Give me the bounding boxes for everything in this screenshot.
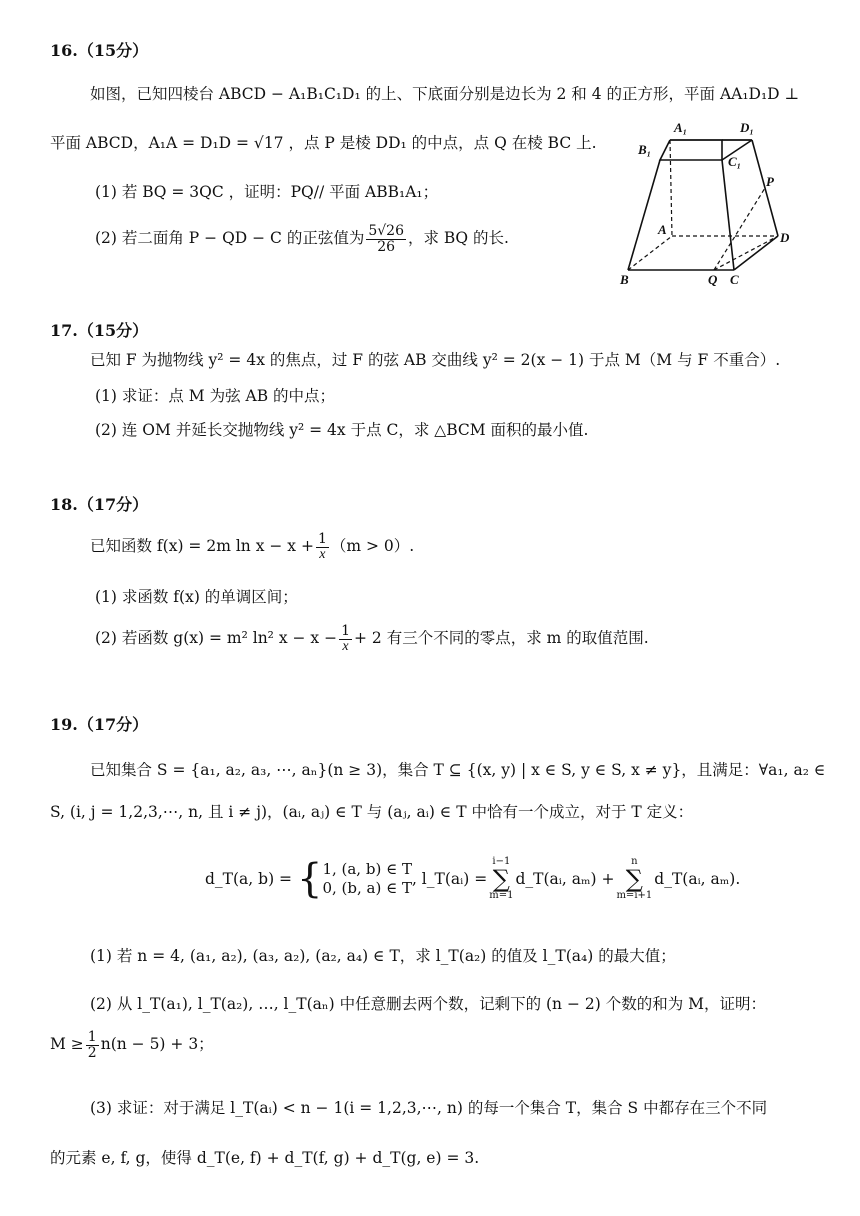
sum2 [616, 857, 652, 901]
def-case2: 0, (b, a) ∈ T [322, 879, 412, 897]
def-mid: , l_T(aᵢ) = [411, 870, 488, 888]
q19-definition [205, 856, 740, 902]
sum1-body: d_T(aᵢ, aₘ) + [515, 870, 615, 888]
q19-part2-pre: M ≥ [50, 1035, 84, 1054]
label-b1: B₁ [638, 142, 652, 157]
label-c1: C₁ [728, 154, 742, 169]
q18-part2-frac-den: x [342, 638, 349, 654]
sum2-body: d_T(aᵢ, aₘ). [654, 870, 741, 888]
label-d: D [780, 230, 790, 245]
segment-qp [714, 188, 765, 270]
q16-frac-num: 5√26 [368, 223, 404, 239]
frustum-top-face [660, 140, 722, 160]
q19-header: 19.（17分） [50, 715, 149, 734]
label-p: P [766, 174, 774, 189]
sum2-top: n [631, 856, 638, 867]
q16-frac-den: 26 [377, 238, 396, 255]
q19-stem-line1: 已知集合 S = {a₁, a₂, a₃, ⋯, aₙ}(n ≥ 3)，集合 T ⊆ {(x, y) | x ∈ S, y ∈ S, x ≠ y}，且满足：∀a₁, a₂ ∈ [90, 761, 826, 779]
q19-part2-frac-num: 1 [87, 1029, 97, 1045]
sum1 [489, 857, 513, 901]
label-c: C [730, 272, 739, 287]
q18-header: 18.（17分） [50, 495, 149, 514]
sum2-sigma: ∑ [625, 865, 643, 893]
def-cases [322, 860, 412, 898]
q18-stem-frac-num: 1 [317, 531, 327, 547]
q18-stem [90, 532, 414, 562]
edge-cd [734, 236, 778, 270]
q19-part3-line2: 的元素 e, f, g，使得 d_T(e, f) + d_T(f, g) + d_T(g, e) = 3. [50, 1149, 480, 1167]
q18-stem-pre: 已知函数 f(x) = 2m ln x − x + [90, 537, 314, 556]
sum2-bottom: m=i+1 [616, 890, 653, 901]
q16-part1: (1) 若 BQ = 3QC ，证明：PQ// 平面 ABB₁A₁； [95, 183, 439, 201]
label-a: A [658, 222, 667, 237]
q19-part2-line2 [50, 1030, 214, 1060]
q16-part2-pre: (2) 若二面角 P − QD − C 的正弦值为 [95, 229, 365, 248]
q16-stem-line1: 如图，已知四棱台 ABCD − A₁B₁C₁D₁ 的上、下底面分别是边长为 2 和 4 的正方形，平面 AA₁D₁D ⊥ [90, 85, 800, 103]
def-brace: { [296, 856, 323, 902]
q17-header: 17.（15分） [50, 321, 149, 340]
q16-stem-line2: 平面 ABCD，A₁A = D₁D = √17 ，点 P 是棱 DD₁ 的中点，点 Q 在棱 BC 上. [50, 134, 597, 152]
q18-part1: (1) 求函数 f(x) 的单调区间； [95, 588, 298, 606]
edge-c1c [722, 160, 734, 270]
q18-stem-frac-den: x [319, 546, 326, 562]
q17-part1: (1) 求证：点 M 为弦 AB 的中点； [95, 387, 336, 405]
q16-part2-post: ，求 BQ 的长. [408, 229, 509, 248]
edge-ba [628, 236, 672, 270]
segment-qd [714, 236, 778, 270]
label-b: B [620, 272, 629, 287]
q16-part2 [95, 224, 509, 254]
q16-header: 16.（15分） [50, 41, 149, 60]
frustum-figure [618, 118, 818, 290]
def-lhs: d_T(a, b) = [205, 870, 293, 888]
sum1-bottom: m=1 [489, 890, 514, 901]
edge-b1b [628, 160, 660, 270]
q18-part2-fraction [339, 624, 352, 654]
label-q: Q [708, 272, 718, 287]
q18-part2 [95, 624, 649, 654]
q18-part2-frac-num: 1 [341, 623, 350, 639]
sum1-top: i−1 [492, 856, 511, 867]
q19-part1: (1) 若 n = 4, (a₁, a₂), (a₃, a₂), (a₂, a₄) ∈ T，求 l_T(a₂) 的值及 l_T(a₄) 的最大值； [90, 947, 676, 965]
q18-stem-fraction [316, 532, 329, 562]
q17-stem: 已知 F 为抛物线 y² = 4x 的焦点，过 F 的弦 AB 交曲线 y² = 2(x − 1) 于点 M（M 与 F 不重合）. [90, 351, 781, 369]
q17-part2: (2) 连 OM 并延长交抛物线 y² = 4x 于点 C，求 △BCM 面积的最小值. [95, 421, 589, 439]
q19-part3-line1: (3) 求证：对于满足 l_T(aᵢ) < n − 1(i = 1,2,3,⋯, n) 的每一个集合 T，集合 S 中都存在三个不同 [90, 1099, 768, 1117]
edge-a1a [670, 140, 672, 236]
q19-part2-post: n(n − 5) + 3； [100, 1035, 214, 1054]
q19-part2-frac-den: 2 [87, 1044, 97, 1061]
q19-part2-line1: (2) 从 l_T(a₁), l_T(a₂), …, l_T(aₙ) 中任意删去两个数，记剩下的 (n − 2) 个数的和为 M，证明： [90, 995, 767, 1013]
q18-part2-post: + 2 有三个不同的零点，求 m 的取值范围. [354, 629, 649, 648]
q16-part2-fraction [366, 224, 406, 254]
q18-stem-post: （m > 0）. [330, 537, 415, 556]
q18-part2-pre: (2) 若函数 g(x) = m² ln² x − x − [95, 629, 338, 648]
label-d1: D₁ [740, 120, 754, 135]
label-a1: A₁ [674, 120, 688, 135]
q19-stem-line2: S, (i, j = 1,2,3,⋯, n, 且 i ≠ j)，(aᵢ, aⱼ) ∈ T 与 (aⱼ, aᵢ) ∈ T 中恰有一个成立，对于 T 定义： [50, 803, 694, 821]
def-case1: 1, (a, b) ∈ T [322, 860, 412, 879]
sum1-sigma: ∑ [492, 865, 510, 893]
q19-part2-fraction [86, 1030, 99, 1060]
